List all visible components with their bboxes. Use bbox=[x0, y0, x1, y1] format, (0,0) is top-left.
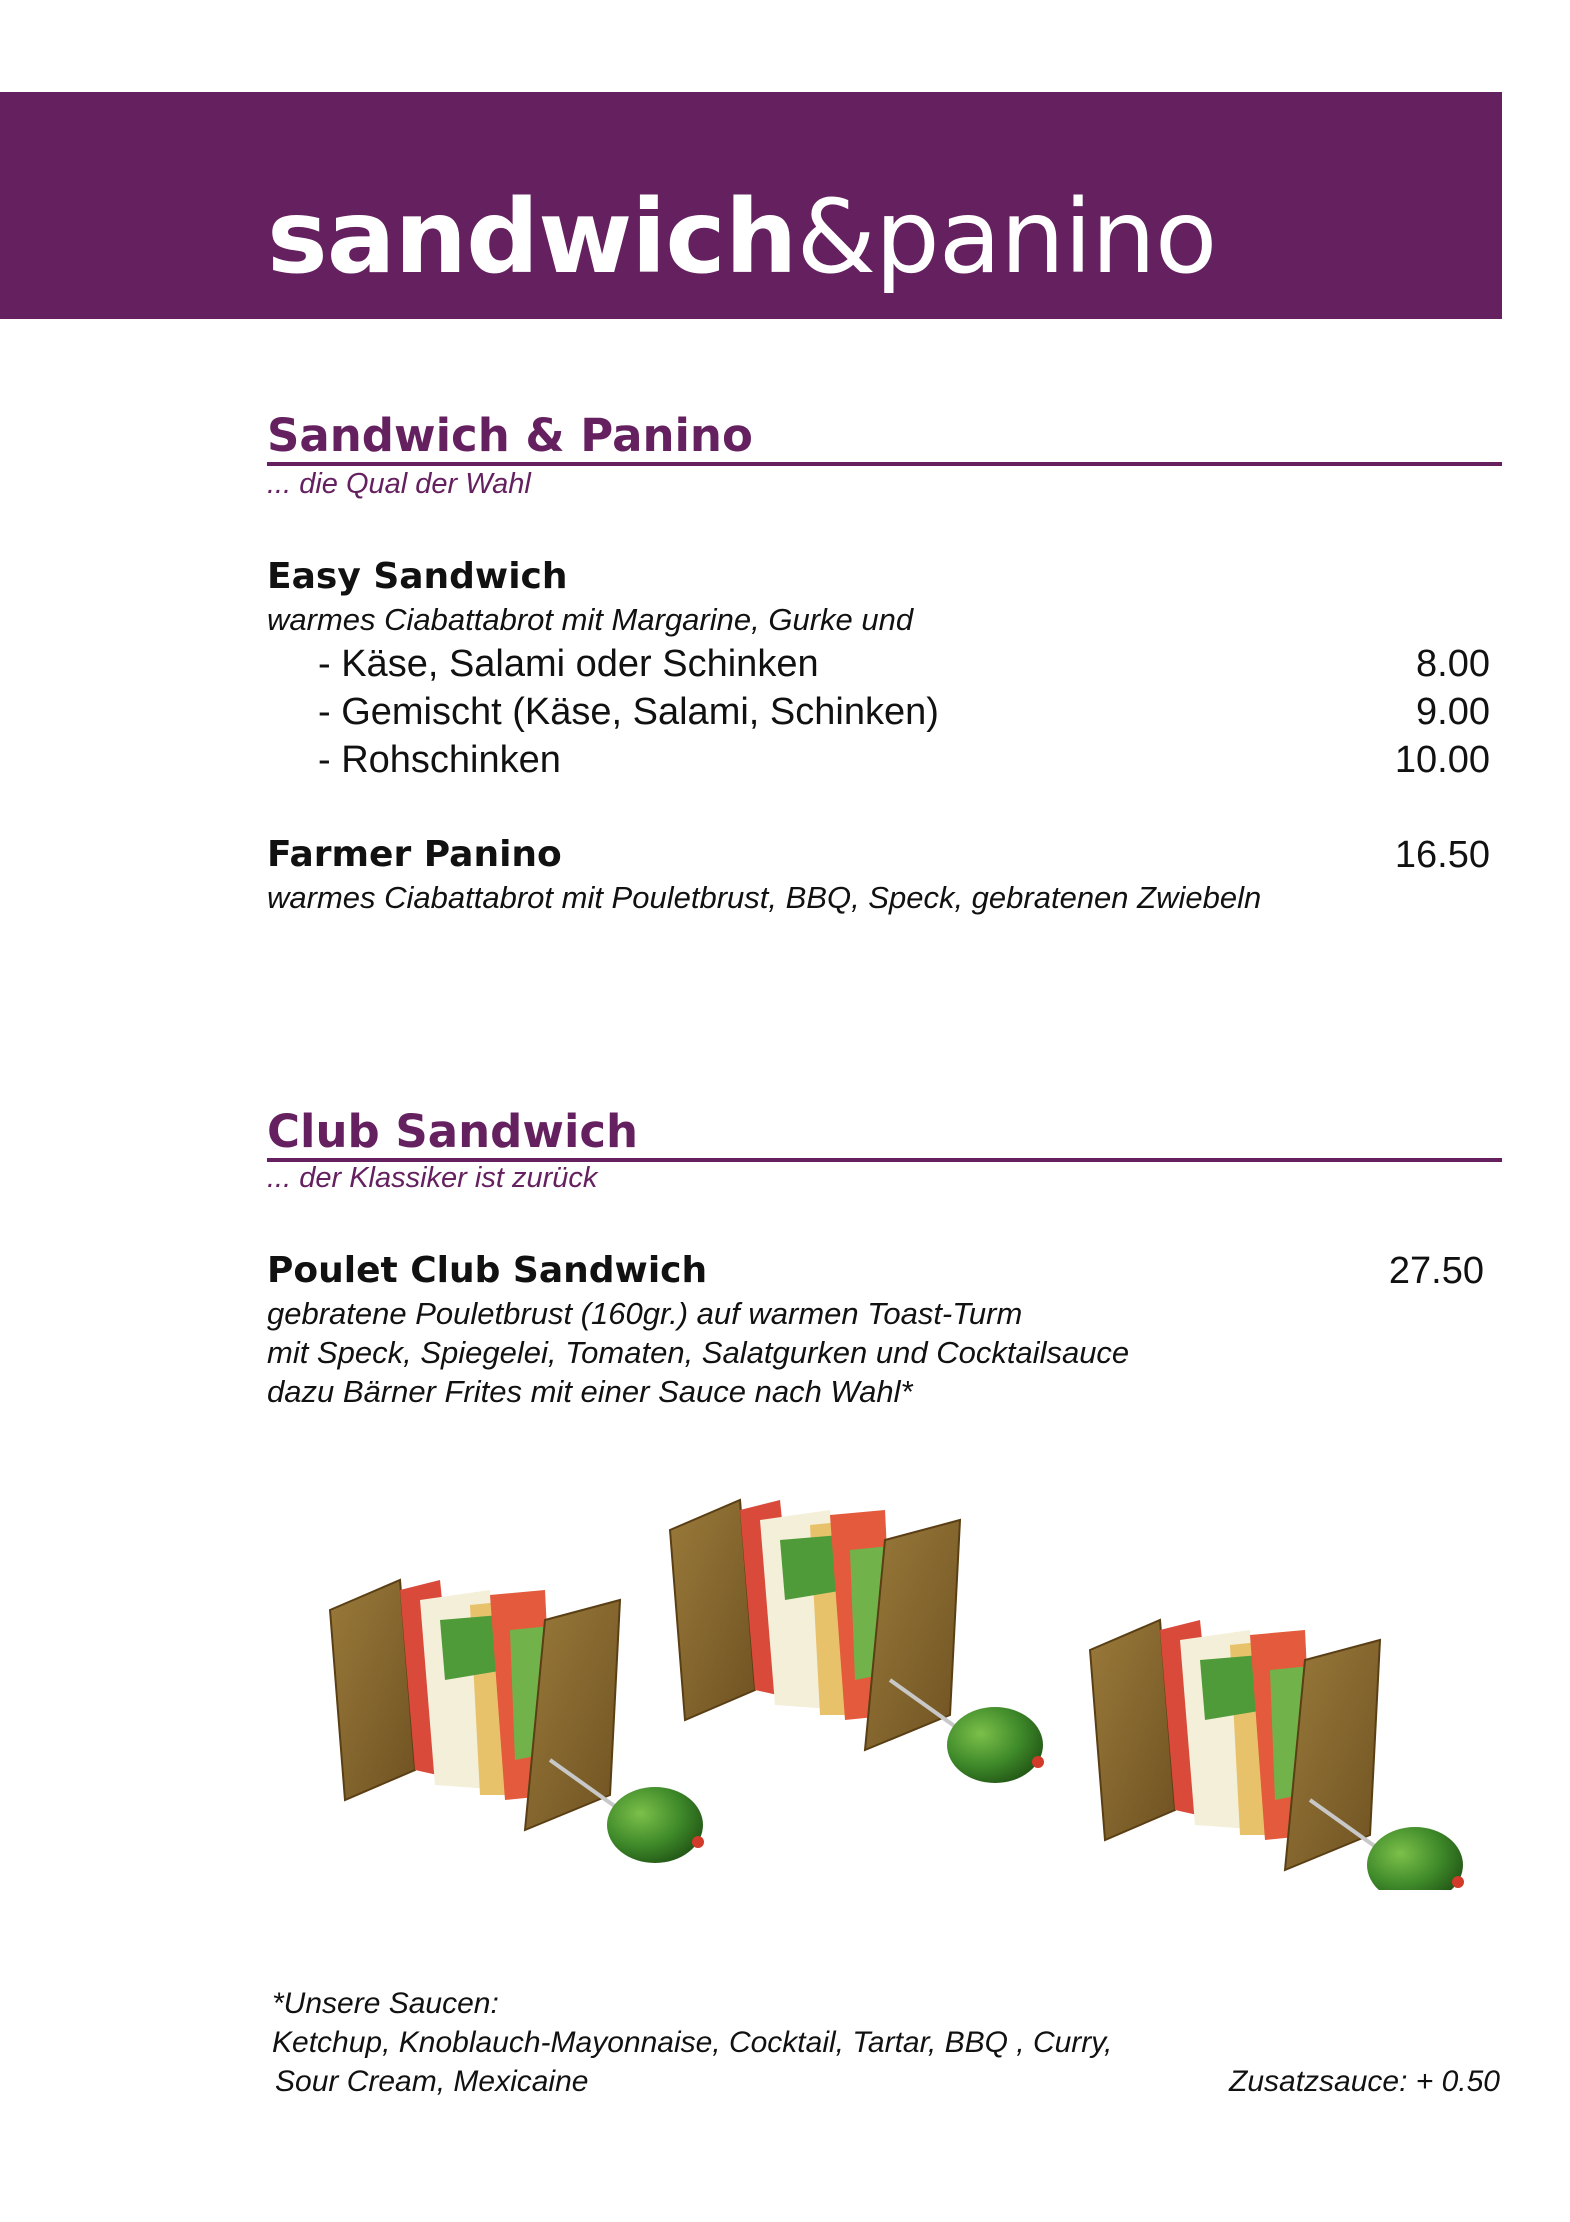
item-name-easy-sandwich: Easy Sandwich bbox=[267, 556, 568, 597]
section-subtitle: ... die Qual der Wahl bbox=[267, 468, 531, 500]
item-description: warmes Ciabattabrot mit Pouletbrust, BBQ, Speck, gebratenen Zwiebeln bbox=[267, 880, 1262, 915]
page-title bbox=[267, 178, 1216, 298]
section-heading-sandwich-panino bbox=[267, 410, 1502, 466]
sauces-footnote-line: Sour Cream, Mexicaine bbox=[275, 2065, 589, 2098]
item-description-line: mit Speck, Spiegelei, Tomaten, Salatgurken und Cocktailsauce bbox=[267, 1335, 1130, 1370]
option-price: 8.00 bbox=[1416, 643, 1490, 685]
item-name-poulet-club-sandwich: Poulet Club Sandwich bbox=[267, 1250, 708, 1291]
section-title: Club Sandwich bbox=[267, 1105, 639, 1158]
club-sandwich-skewers-image bbox=[300, 1440, 1480, 1890]
item-name-farmer-panino: Farmer Panino bbox=[267, 834, 562, 875]
sauces-footnote-line: Ketchup, Knoblauch-Mayonnaise, Cocktail, Tartar, BBQ , Curry, bbox=[272, 2026, 1113, 2059]
section-heading-club-sandwich bbox=[267, 1106, 1502, 1162]
item-price: 16.50 bbox=[1394, 834, 1490, 876]
item-description: warmes Ciabattabrot mit Margarine, Gurke und bbox=[267, 602, 914, 637]
option-label: - Gemischt (Käse, Salami, Schinken) bbox=[318, 691, 939, 733]
section-title: Sandwich & Panino bbox=[267, 409, 753, 462]
sandwich-icon bbox=[330, 1580, 704, 1863]
page-title-light: &panino bbox=[796, 178, 1217, 297]
option-price: 9.00 bbox=[1416, 691, 1490, 733]
page-title-bold: sandwich bbox=[267, 178, 797, 297]
option-label: - Rohschinken bbox=[318, 739, 561, 781]
item-description-line: dazu Bärner Frites mit einer Sauce nach Wahl* bbox=[267, 1374, 913, 1409]
section-subtitle: ... der Klassiker ist zurück bbox=[267, 1162, 598, 1194]
item-price: 27.50 bbox=[1388, 1250, 1484, 1292]
extra-sauce-price: Zusatzsauce: + 0.50 bbox=[1229, 2065, 1500, 2098]
option-price: 10.00 bbox=[1394, 739, 1490, 781]
sauces-footnote-title: *Unsere Saucen: bbox=[272, 1987, 499, 2020]
option-label: - Käse, Salami oder Schinken bbox=[318, 643, 819, 685]
item-description-line: gebratene Pouletbrust (160gr.) auf warmen Toast-Turm bbox=[267, 1296, 1023, 1331]
sandwich-icon bbox=[670, 1500, 1044, 1783]
sandwich-icon bbox=[1090, 1620, 1464, 1890]
